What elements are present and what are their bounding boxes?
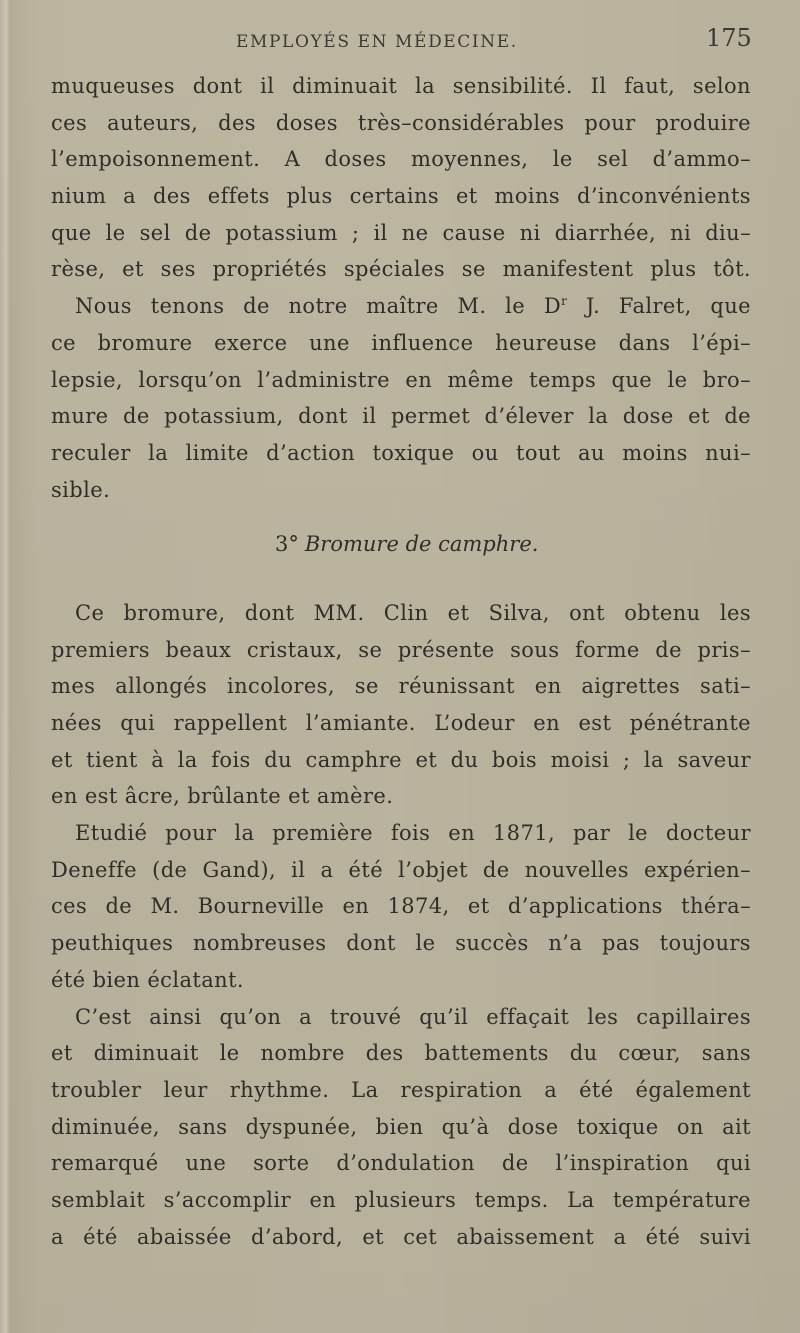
text-line: muqueuses dont il diminuait la sensibilité. Il faut, selon bbox=[51, 74, 751, 98]
text-line: Ce bromure, dont MM. Clin et Silva, ont obtenu les bbox=[75, 600, 751, 625]
text-line bbox=[51, 288, 751, 325]
text-line: et diminuait le nombre des battements du cœur, sans bbox=[51, 1041, 751, 1066]
text-line: semblait s’accomplir en plusieurs temps. La température bbox=[51, 1187, 751, 1212]
text-line: ce bromure exerce une influence heureuse dans l’épi– bbox=[51, 330, 751, 355]
text-line: mure de potassium, dont il permet d’élever la dose et de bbox=[51, 404, 751, 429]
section-number: 3° bbox=[275, 532, 299, 557]
superscript: r bbox=[561, 294, 568, 309]
text-line: lepsie, lorsqu’on l’administre en même temps que le bro– bbox=[51, 367, 751, 392]
text-line: mes allongés incolores, se réunissant en aigrettes sati– bbox=[51, 674, 751, 699]
text-line: l’empoisonnement. A doses moyennes, le sel d’ammo– bbox=[51, 147, 751, 172]
page-number: 175 bbox=[706, 24, 752, 52]
section-heading bbox=[51, 526, 751, 563]
text-line: ces auteurs, des doses très–considérables pour produire bbox=[51, 110, 751, 135]
section-title: Bromure de camphre. bbox=[304, 532, 539, 557]
text-line: a été abaissée d’abord, et cet abaissement a été suivi bbox=[51, 1224, 751, 1249]
text-line: C’est ainsi qu’on a trouvé qu’il effaçait les capillaires bbox=[75, 1004, 751, 1029]
text-line: remarqué une sorte d’ondulation de l’inspiration qui bbox=[51, 1151, 751, 1176]
text-line: ces de M. Bourneville en 1874, et d’applications théra– bbox=[51, 894, 751, 919]
text-run: J. Falret, que bbox=[567, 294, 751, 319]
text-line: peuthiques nombreuses dont le succès n’a pas toujours bbox=[51, 931, 751, 956]
body-text bbox=[51, 68, 751, 1255]
text-line: Etudié pour la première fois en 1871, par le docteur bbox=[75, 821, 751, 846]
text-line: reculer la limite d’action toxique ou tout au moins nui– bbox=[51, 440, 751, 465]
text-line: été bien éclatant. bbox=[51, 967, 244, 992]
text-line: en est âcre, brûlante et amère. bbox=[51, 784, 394, 809]
text-line: nium a des effets plus certains et moins d’inconvénients bbox=[51, 184, 751, 209]
running-title: EMPLOYÉS EN MÉDECINE. bbox=[236, 32, 518, 52]
text-line: Deneffe (de Gand), il a été l’objet de nouvelles expérien– bbox=[51, 857, 751, 882]
text-line: que le sel de potassium ; il ne cause ni diarrhée, ni diu– bbox=[51, 220, 751, 245]
page-binding-edge bbox=[0, 0, 10, 1333]
text-line: troubler leur rhythme. La respiration a été également bbox=[51, 1077, 751, 1102]
text-run: Nous tenons de notre maître M. le D bbox=[75, 294, 562, 319]
text-line: nées qui rappellent l’amiante. L’odeur en est pénétrante bbox=[51, 711, 751, 735]
text-line: et tient à la fois du camphre et du bois moisi ; la saveur bbox=[51, 747, 751, 772]
text-line: premiers beaux cristaux, se présente sous forme de pris– bbox=[51, 637, 751, 662]
text-line: diminuée, sans dyspunée, bien qu’à dose toxique on ait bbox=[51, 1114, 751, 1139]
text-line: rèse, et ses propriétés spéciales se manifestent plus tôt. bbox=[51, 257, 751, 282]
page-header bbox=[0, 22, 800, 62]
text-line: sible. bbox=[51, 477, 111, 502]
